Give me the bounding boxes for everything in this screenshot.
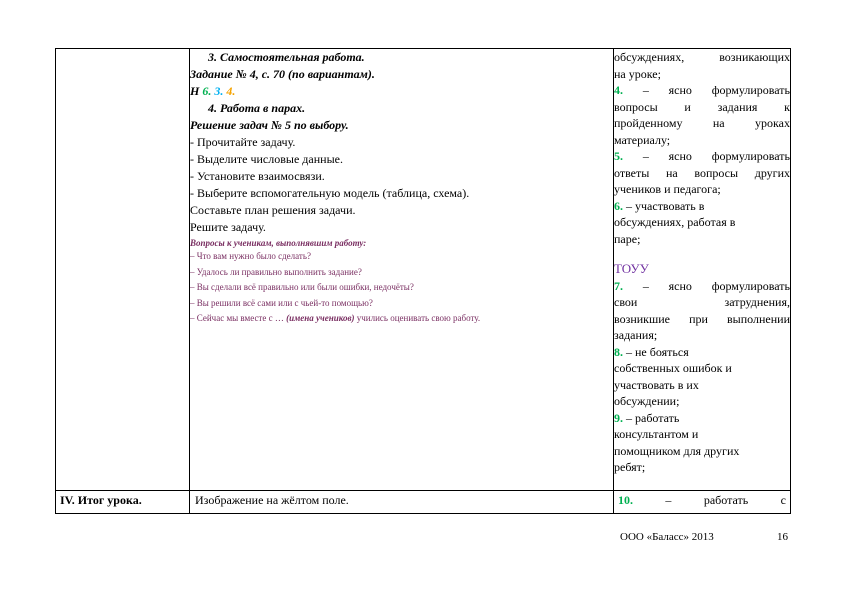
uud-line: пройденному на уроках xyxy=(614,116,790,130)
page-footer xyxy=(620,531,788,543)
uud-line: задания; xyxy=(614,328,658,342)
uud-item-4 xyxy=(614,82,790,99)
uud-line: – работать xyxy=(626,410,680,425)
uud-line: – не бояться xyxy=(626,344,689,359)
uud-item-7 xyxy=(614,278,790,295)
step-item: - Выберите вспомогательную модель (таблица, схема). xyxy=(190,186,470,200)
uud-line: возникшие при выполнении xyxy=(614,311,790,326)
item-number: 8. xyxy=(614,344,623,359)
uud-line: материалу; xyxy=(614,132,671,147)
uud-line: собственных ошибок и xyxy=(614,361,732,375)
lesson-table xyxy=(55,48,791,514)
item-number: 4. xyxy=(614,83,623,97)
item-number: 9. xyxy=(614,410,623,425)
table-row xyxy=(56,49,791,491)
question-item: – Что вам нужно было сделать? xyxy=(190,251,311,261)
item10-dash: – xyxy=(665,493,672,507)
step-item: - Установите взаимосвязи. xyxy=(190,169,325,183)
question-item: – Вы решили всё сами или с чьей-то помощью? xyxy=(190,297,373,308)
question-item-last xyxy=(190,311,613,327)
item-number: 10. xyxy=(618,493,633,507)
uud-cell xyxy=(614,49,791,491)
uud-line: помощником для других xyxy=(614,443,740,458)
variant-number-b: 3. xyxy=(214,84,224,98)
item10-with: с xyxy=(780,493,786,507)
uud-item-6 xyxy=(614,198,790,215)
activity-cell xyxy=(190,49,614,491)
uud-line: учеников и педагога; xyxy=(614,182,721,196)
uud-line: – ясно формулировать xyxy=(642,278,791,293)
question-item: – Вы сделали всё правильно или были ошибки, недочёты? xyxy=(190,282,414,292)
uud-item-9 xyxy=(614,410,790,427)
task4-assignment: Решение задач № 5 по выбору. xyxy=(190,118,349,132)
step-item: Решите задачу. xyxy=(190,220,266,234)
item-number: 5. xyxy=(614,149,623,163)
uud-line: обсуждениях, возникающих xyxy=(614,50,790,64)
last-question-prefix: – Сейчас мы вместе с … xyxy=(190,313,284,323)
step-item: - Прочитайте задачу. xyxy=(190,135,296,149)
uud-line: на уроке; xyxy=(614,66,661,81)
variant-number-a: 6. xyxy=(202,84,212,98)
toyu-heading: ТОУУ xyxy=(614,261,649,276)
last-question-names: (имена учеников) xyxy=(286,313,355,323)
uud-line: свои затруднения, xyxy=(614,295,790,309)
table-row xyxy=(56,491,791,514)
footer-company: ООО «Баласс» 2013 xyxy=(620,531,714,543)
task3-title: 3. Самостоятельная работа. xyxy=(208,50,365,64)
uud-line: вопросы и задания к xyxy=(614,99,790,114)
uud-line: ответы на вопросы других xyxy=(614,165,790,180)
variant-number-c: 4. xyxy=(226,84,236,98)
variant-prefix: Н xyxy=(190,84,200,98)
uud-item-8 xyxy=(614,344,790,361)
uud-line: – ясно формулировать xyxy=(642,83,791,97)
uud-line: – ясно формулировать xyxy=(642,149,791,163)
uud-line: обсуждении; xyxy=(614,394,680,408)
uud-cell-10 xyxy=(614,491,791,514)
uud-line: паре; xyxy=(614,231,641,246)
item10-work: работать xyxy=(703,493,749,507)
question-item: – Удалось ли правильно выполнить задание? xyxy=(190,266,362,277)
uud-item-5 xyxy=(614,148,790,165)
uud-line: ребят; xyxy=(614,460,646,474)
stage-cell xyxy=(56,49,190,491)
questions-header: Вопросы к ученикам, выполнявшим работу: xyxy=(190,238,367,248)
summary-activity-cell: Изображение на жёлтом поле. xyxy=(190,491,614,514)
step-item: - Выделите числовые данные. xyxy=(190,152,343,166)
uud-line: участвовать в их xyxy=(614,377,699,392)
task3-assignment: Задание № 4, с. 70 (по вариантам). xyxy=(190,67,375,81)
item-number: 6. xyxy=(614,198,623,213)
last-question-suffix: учились оценивать свою работу. xyxy=(356,313,481,323)
uud-line: – участвовать в xyxy=(626,198,705,213)
task3-variant-numbers xyxy=(190,83,613,100)
page-number: 16 xyxy=(777,531,788,543)
stage-summary-cell: IV. Итог урока. xyxy=(56,491,190,514)
uud-line: консультантом и xyxy=(614,427,699,441)
step-item: Составьте план решения задачи. xyxy=(190,203,356,217)
item-number: 7. xyxy=(614,278,623,293)
uud-line: обсуждениях, работая в xyxy=(614,215,736,229)
task4-title: 4. Работа в парах. xyxy=(208,101,306,115)
